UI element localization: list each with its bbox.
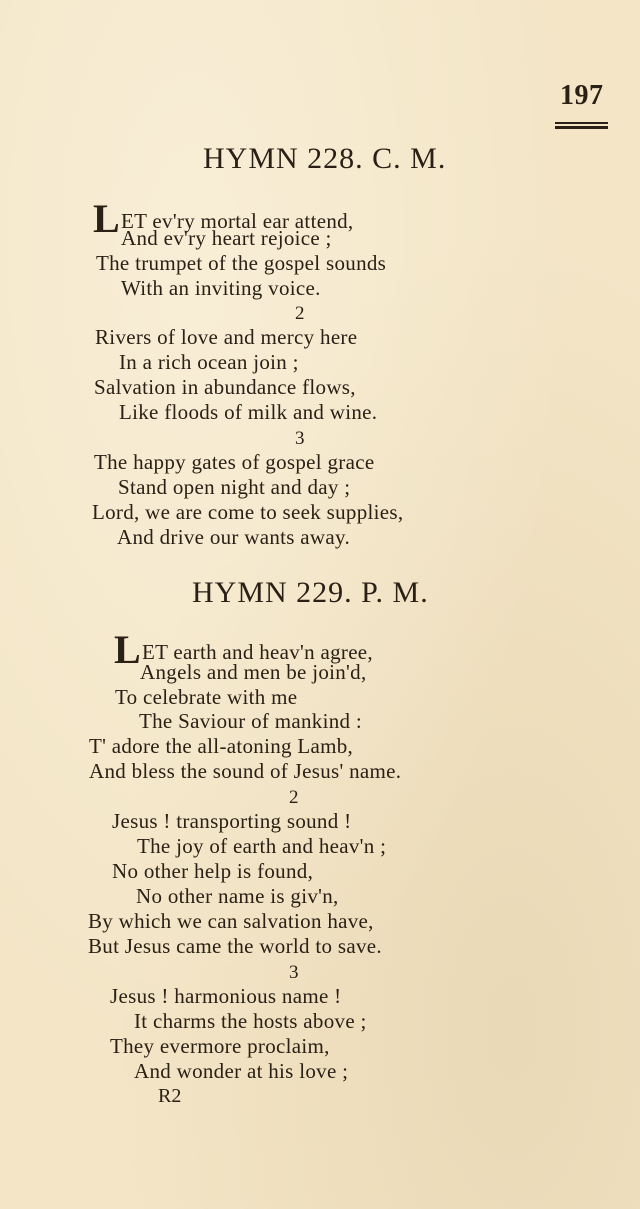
- verse-line: Lord, we are come to seek supplies,: [92, 500, 404, 524]
- verse-line: With an inviting voice.: [121, 276, 321, 300]
- header-rule-bottom: [555, 126, 608, 129]
- verse-line: No other help is found,: [112, 859, 314, 883]
- first-line-text: ET ev'ry mortal ear attend,: [120, 209, 354, 233]
- verse-line: But Jesus came the world to save.: [88, 934, 382, 958]
- verse-line: Like floods of milk and wine.: [119, 400, 378, 424]
- stanza-number: 3: [295, 428, 305, 449]
- verse-line: To celebrate with me: [115, 685, 298, 709]
- verse-line: Angels and men be join'd,: [140, 660, 367, 684]
- verse-line: The trumpet of the gospel sounds: [96, 251, 387, 275]
- verse-line: The happy gates of gospel grace: [94, 450, 375, 474]
- verse-line: Jesus ! harmonious name !: [110, 984, 342, 1008]
- drop-cap: L: [114, 627, 141, 672]
- verse-line: Salvation in abundance flows,: [94, 375, 356, 399]
- drop-cap: L: [93, 196, 120, 241]
- verse-line: By which we can salvation have,: [88, 909, 374, 933]
- verse-line: And drive our wants away.: [117, 525, 350, 549]
- signature-mark: R2: [158, 1085, 182, 1107]
- verse-line: They evermore proclaim,: [110, 1034, 330, 1058]
- verse-line: Stand open night and day ;: [118, 475, 351, 499]
- header-rule-top: [555, 122, 608, 124]
- verse-line: T' adore the all-atoning Lamb,: [89, 734, 354, 758]
- verse-line: The joy of earth and heav'n ;: [137, 834, 387, 858]
- verse-line: And ev'ry heart rejoice ;: [121, 226, 332, 250]
- verse-line: And wonder at his love ;: [134, 1059, 349, 1083]
- stanza-number: 2: [295, 303, 305, 324]
- hymn-228-heading: HYMN 228. C. M.: [203, 142, 447, 175]
- verse-line: And bless the sound of Jesus' name.: [89, 759, 402, 783]
- verse-line: Rivers of love and mercy here: [95, 325, 358, 349]
- stanza-number: 3: [289, 962, 299, 983]
- verse-line: Jesus ! transporting sound !: [112, 809, 352, 833]
- verse-line: It charms the hosts above ;: [134, 1009, 367, 1033]
- hymn-229-heading: HYMN 229. P. M.: [192, 576, 429, 609]
- verse-line: In a rich ocean join ;: [119, 350, 299, 374]
- first-line-text: ET earth and heav'n agree,: [141, 640, 373, 664]
- stanza-number: 2: [289, 787, 299, 808]
- page-number: 197: [560, 80, 604, 111]
- verse-line: No other name is giv'n,: [136, 884, 339, 908]
- verse-line: The Saviour of mankind :: [139, 709, 362, 733]
